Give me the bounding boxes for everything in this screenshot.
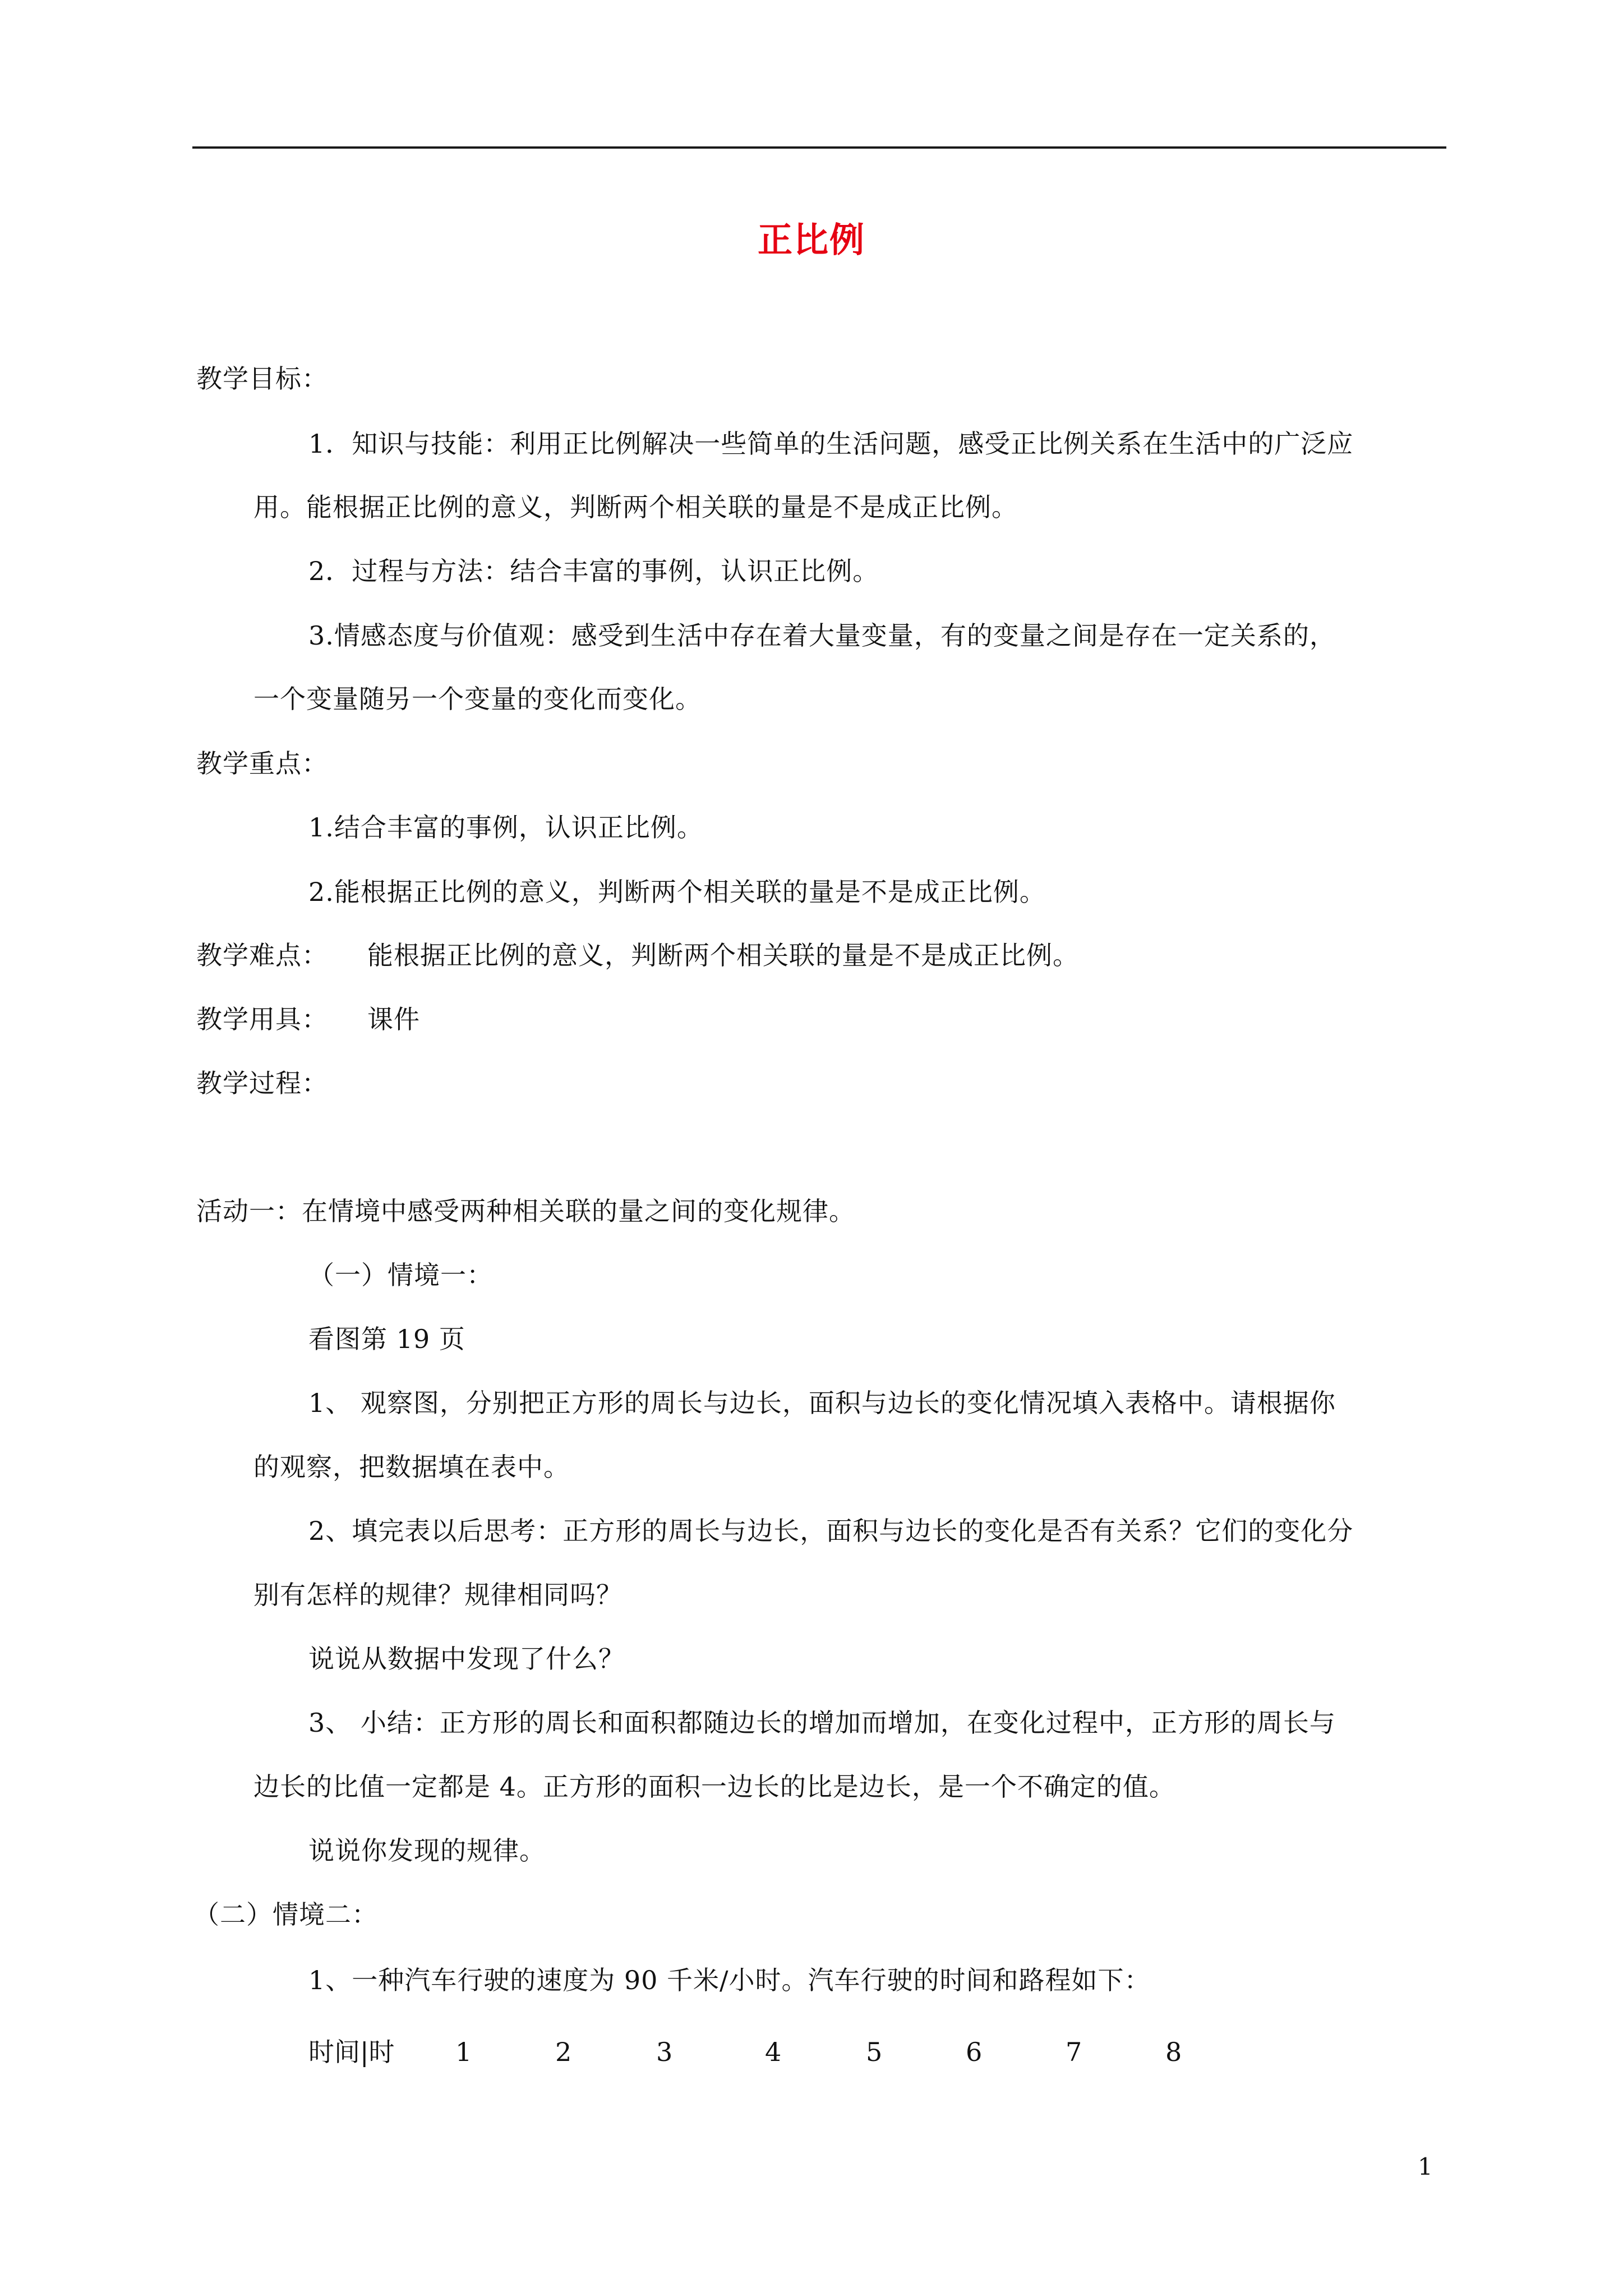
goal-3-line-1: 3.情感态度与价值观：感受到生活中存在着大量变量，有的变量之间是存在一定关系的，: [308, 620, 1336, 651]
key-point-1: 1.结合丰富的事例，认识正比例。: [308, 812, 703, 843]
goal-1-line-1: 1．知识与技能：利用正比例解决一些简单的生活问题，感受正比例关系在生活中的广泛应: [308, 429, 1354, 459]
goal-3-line-2: 一个变量随另一个变量的变化而变化。: [253, 684, 702, 714]
activity-1-heading: 活动一：在情境中感受两种相关联的量之间的变化规律。: [196, 1196, 855, 1226]
page-number: 1: [1418, 2153, 1433, 2180]
tools-text: 课件: [367, 1004, 420, 1034]
header-rule: [192, 146, 1446, 149]
scene-1-heading: （一）情境一：: [308, 1260, 493, 1290]
scene-1-item-2-line-2: 别有怎样的规律？规律相同吗？: [253, 1580, 623, 1610]
process-heading: 教学过程：: [196, 1068, 328, 1098]
document-title: 正比例: [757, 219, 865, 260]
time-table-cell: 6: [966, 2037, 983, 2067]
scene-2-heading: （二）情境二：: [193, 1899, 378, 1930]
key-points-heading: 教学重点：: [196, 748, 328, 779]
scene-1-item-1-line-2: 的观察，把数据填在表中。: [253, 1452, 570, 1482]
scene-1-item-3-line-2: 边长的比值一定都是 4。正方形的面积一边长的比是边长，是一个不确定的值。: [253, 1772, 1175, 1802]
goal-2: 2．过程与方法：结合丰富的事例，认识正比例。: [308, 556, 879, 586]
scene-1-item-3-line-1: 3、 小结：正方形的周长和面积都随边长的增加而增加，在变化过程中，正方形的周长与: [308, 1708, 1336, 1738]
difficulty-heading: 教学难点：: [196, 940, 328, 970]
time-table-cell: 5: [866, 2037, 883, 2067]
goals-heading: 教学目标：: [196, 364, 328, 394]
time-table-cell: 3: [656, 2037, 673, 2067]
scene-1-item-2-line-1: 2、填完表以后思考：正方形的周长与边长，面积与边长的变化是否有关系？它们的变化分: [308, 1516, 1354, 1546]
tools-heading: 教学用具：: [196, 1004, 328, 1034]
time-table-cell: 2: [555, 2037, 572, 2067]
scene-2-item-1: 1、一种汽车行驶的速度为 90 千米/小时。汽车行驶的时间和路程如下：: [308, 1965, 1151, 1995]
scene-1-talk: 说说从数据中发现了什么？: [308, 1644, 625, 1674]
see-page-text: 看图第 19 页: [308, 1324, 465, 1354]
tools-row: [196, 1002, 420, 1036]
scene-1-item-1-line-1: 1、 观察图，分别把正方形的周长与边长，面积与边长的变化情况填入表格中。请根据你: [308, 1388, 1336, 1418]
time-table-cell: 8: [1165, 2037, 1182, 2067]
time-table-header: 时间|时: [308, 2037, 395, 2067]
time-table-cell: 7: [1066, 2037, 1082, 2067]
key-point-2: 2.能根据正比例的意义，判断两个相关联的量是不是成正比例。: [308, 877, 1046, 907]
time-table-cell: 4: [765, 2037, 782, 2067]
difficulty-row: [196, 938, 1079, 972]
scene-1-rule: 说说你发现的规律。: [308, 1835, 546, 1866]
goal-1-line-2: 用。能根据正比例的意义，判断两个相关联的量是不是成正比例。: [253, 492, 1018, 522]
difficulty-text: 能根据正比例的意义，判断两个相关联的量是不是成正比例。: [367, 940, 1079, 970]
time-table-cell: 1: [455, 2037, 472, 2067]
